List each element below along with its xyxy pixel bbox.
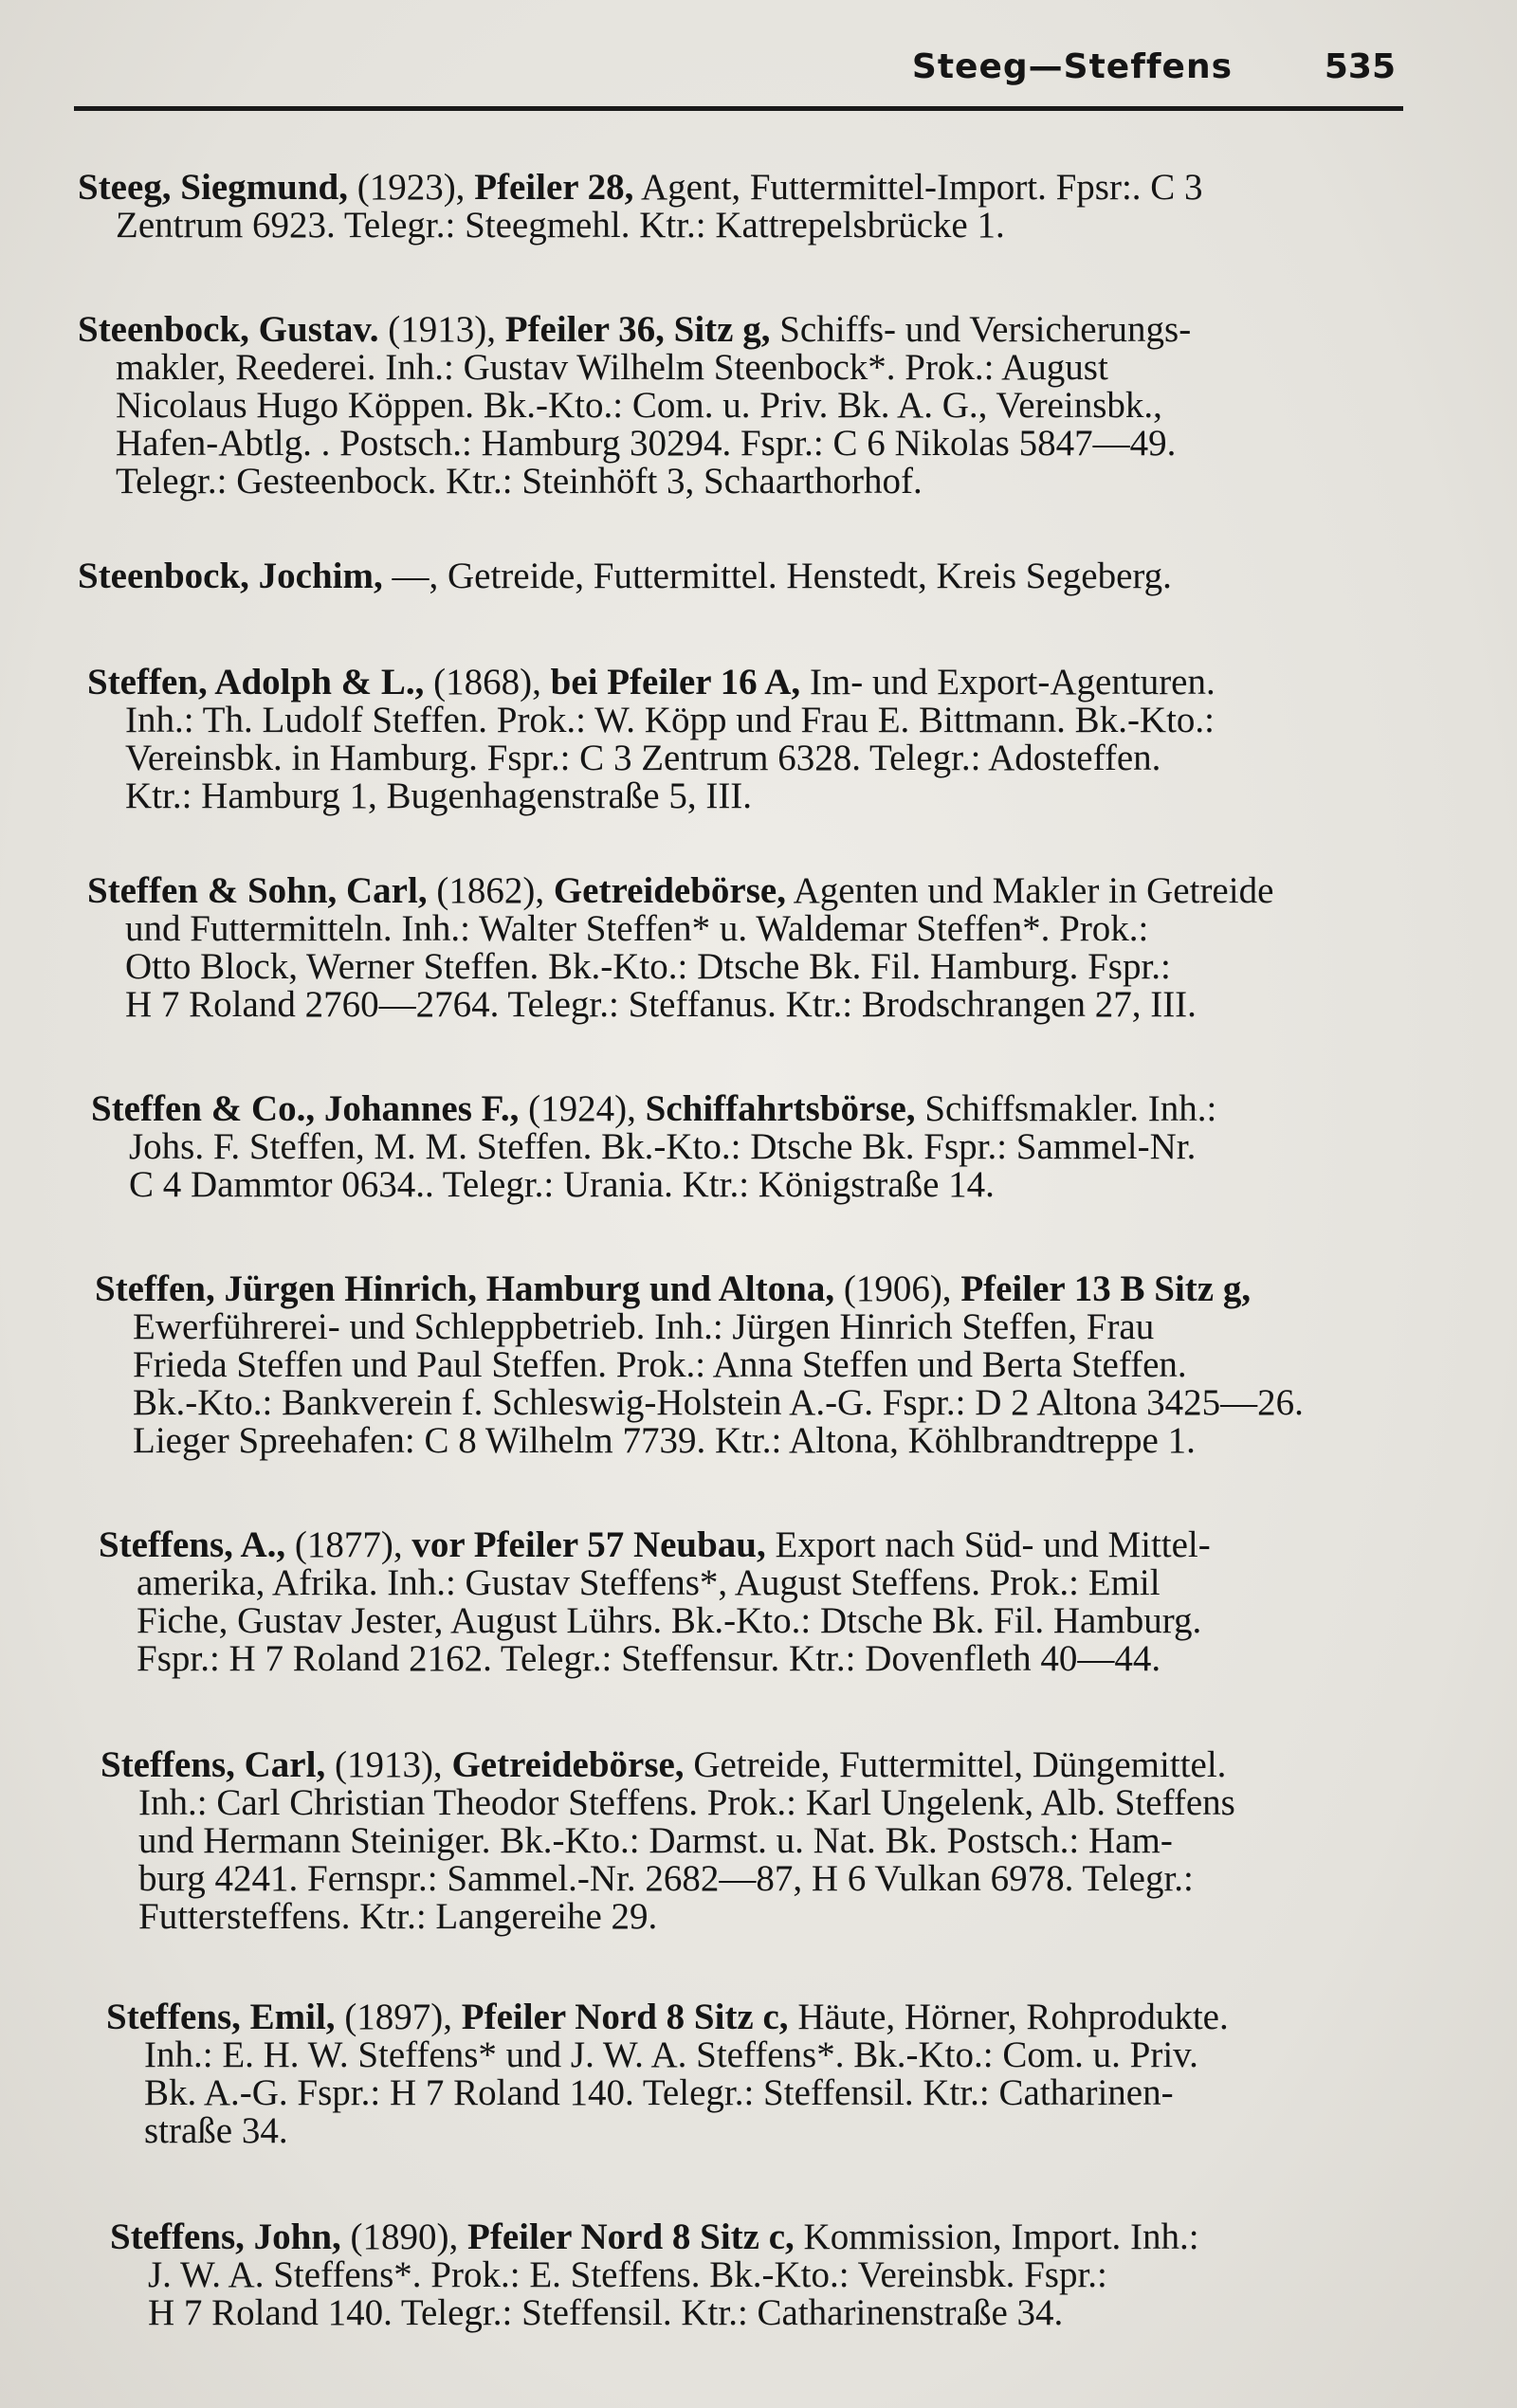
directory-entry (110, 2218, 1437, 2332)
entry-line: Inh.: Th. Ludolf Steffen. Prok.: W. Köpp und Frau E. Bittmann. Bk.-Kto.: (125, 700, 1215, 740)
entry-name: Steffens, A., (99, 1524, 286, 1565)
entry-name: Steffens, John, (110, 2216, 341, 2257)
entry-year: (1906), (843, 1268, 952, 1309)
entry-name: Steenbock, Gustav. (78, 309, 379, 350)
entry-year: —, (392, 556, 439, 596)
entry-year: (1923), (356, 167, 466, 208)
entry-first-line (95, 1270, 1426, 1308)
entry-address: Pfeiler 28, (474, 167, 634, 208)
entry-line: H 7 Roland 140. Telegr.: Steffensil. Ktr.: Catharinenstraße 34. (148, 2292, 1064, 2333)
entry-first-line (87, 872, 1422, 910)
entry-address: Schiffahrtsbörse, (645, 1088, 916, 1129)
entry-year: (1897), (344, 1997, 453, 2037)
entry-line1-rest: Agent, Futtermittel-Import. Fpsr:. C 3 (641, 167, 1203, 208)
entry-line: straße 34. (144, 2110, 288, 2151)
entry-line: makler, Reederei. Inh.: Gustav Wilhelm Steenbock*. Prok.: August (116, 347, 1108, 388)
page-number: 535 (1324, 47, 1396, 86)
entry-first-line (78, 311, 1413, 349)
directory-entry (106, 1998, 1435, 2150)
entry-year: (1913), (388, 309, 496, 350)
entry-line: Inh.: E. H. W. Steffens* und J. W. A. Steffens*. Bk.-Kto.: Com. u. Priv. (144, 2034, 1198, 2075)
entry-line1-rest: Getreide, Futtermittel, Düngemittel. (693, 1744, 1227, 1785)
entry-line: Fiche, Gustav Jester, August Lührs. Bk.-Kto.: Dtsche Bk. Fil. Hamburg. (137, 1600, 1202, 1641)
entry-name: Steffen & Sohn, Carl, (87, 870, 428, 911)
entry-line: Ewerführerei- und Schleppbetrieb. Inh.: Jürgen Hinrich Steffen, Frau (133, 1306, 1155, 1347)
entry-line: und Hermann Steiniger. Bk.-Kto.: Darmst. u. Nat. Bk. Postsch.: Ham- (138, 1820, 1173, 1861)
header-rule (74, 106, 1403, 111)
entry-line: amerika, Afrika. Inh.: Gustav Steffens*, August Steffens. Prok.: Emil (137, 1562, 1161, 1603)
entry-year: (1877), (294, 1524, 403, 1565)
directory-entry (78, 311, 1413, 501)
directory-entry (87, 872, 1422, 1024)
directory-entry (99, 1526, 1430, 1678)
page-header (74, 47, 1403, 110)
entry-first-line (101, 1746, 1432, 1784)
directory-entry (91, 1090, 1422, 1204)
entry-name: Steenbock, Jochim, (78, 556, 383, 596)
entry-year: (1924), (528, 1088, 636, 1129)
entry-first-line (106, 1998, 1435, 2036)
entry-first-line (91, 1090, 1422, 1128)
entry-line: und Futtermitteln. Inh.: Walter Steffen* u. Waldemar Steffen*. Prok.: (125, 908, 1149, 949)
entry-name: Steffen & Co., Johannes F., (91, 1088, 520, 1129)
entry-name: Steffens, Emil, (106, 1997, 336, 2037)
entry-year: (1890), (350, 2216, 459, 2257)
directory-entry (78, 557, 1413, 595)
directory-entry (78, 169, 1413, 245)
entry-line: Frieda Steffen und Paul Steffen. Prok.: Anna Steffen und Berta Steffen. (133, 1344, 1187, 1385)
entry-line: C 4 Dammtor 0634.. Telegr.: Urania. Ktr.: Königstraße 14. (129, 1164, 995, 1205)
entry-line: Bk.-Kto.: Bankverein f. Schleswig-Holstein A.-G. Fspr.: D 2 Altona 3425—26. (133, 1382, 1304, 1423)
entry-address: bei Pfeiler 16 A, (550, 662, 801, 702)
entry-first-line (87, 664, 1422, 702)
entry-address: Pfeiler 36, Sitz g, (504, 309, 771, 350)
entry-line: Lieger Spreehafen: C 8 Wilhelm 7739. Ktr.: Altona, Köhlbrandtreppe 1. (133, 1420, 1196, 1461)
entry-name: Steffens, Carl, (101, 1744, 326, 1785)
entry-first-line (78, 557, 1413, 595)
entry-first-line (99, 1526, 1430, 1564)
entry-line: Vereinsbk. in Hamburg. Fspr.: C 3 Zentrum 6328. Telegr.: Adosteffen. (125, 738, 1161, 778)
entry-address: Getreidebörse, (553, 870, 786, 911)
entry-line1-rest: Getreide, Futtermittel. Henstedt, Kreis Segeberg. (448, 556, 1172, 596)
entry-line: burg 4241. Fernspr.: Sammel.-Nr. 2682—87, H 6 Vulkan 6978. Telegr.: (138, 1858, 1194, 1899)
entry-line: H 7 Roland 2760—2764. Telegr.: Steffanus. Ktr.: Brodschrangen 27, III. (125, 984, 1197, 1025)
entry-line: Nicolaus Hugo Köppen. Bk.-Kto.: Com. u. Priv. Bk. A. G., Vereinsbk., (116, 385, 1162, 426)
entry-line1-rest: Export nach Süd- und Mittel- (775, 1524, 1211, 1565)
entry-name: Steeg, Siegmund, (78, 167, 348, 208)
entry-address: Pfeiler Nord 8 Sitz c, (461, 1997, 789, 2037)
entry-line1-rest: Schiffsmakler. Inh.: (924, 1088, 1217, 1129)
entry-address: Pfeiler 13 B Sitz g, (960, 1268, 1252, 1309)
directory-entry (95, 1270, 1426, 1460)
entry-line1-rest: Schiffs- und Versicherungs- (779, 309, 1192, 350)
entry-line1-rest: Häute, Hörner, Rohprodukte. (797, 1997, 1229, 2037)
entry-year: (1868), (433, 662, 541, 702)
entry-name: Steffen, Adolph & L., (87, 662, 425, 702)
entry-line1-rest: Im- und Export-Agenturen. (809, 662, 1215, 702)
entry-first-line (78, 169, 1413, 207)
entry-line: Otto Block, Werner Steffen. Bk.-Kto.: Dtsche Bk. Fil. Hamburg. Fspr.: (125, 946, 1171, 987)
entry-year: (1862), (436, 870, 545, 911)
entry-line: Fspr.: H 7 Roland 2162. Telegr.: Steffensur. Ktr.: Dovenfleth 40—44. (137, 1638, 1161, 1679)
entry-line: Telegr.: Gesteenbock. Ktr.: Steinhöft 3, Schaarthorhof. (116, 461, 923, 502)
entry-first-line (110, 2218, 1437, 2256)
entry-line: Ktr.: Hamburg 1, Bugenhagenstraße 5, III. (125, 775, 753, 816)
entry-line: J. W. A. Steffens*. Prok.: E. Steffens. Bk.-Kto.: Vereinsbk. Fspr.: (148, 2254, 1107, 2295)
directory-entry (87, 664, 1422, 815)
entry-line1-rest: Kommission, Import. Inh.: (803, 2216, 1199, 2257)
entry-line: Bk. A.-G. Fspr.: H 7 Roland 140. Telegr.: Steffensil. Ktr.: Catharinen- (144, 2072, 1174, 2113)
entry-line: Zentrum 6923. Telegr.: Steegmehl. Ktr.: Kattrepelsbrücke 1. (116, 205, 1005, 246)
entry-address: Getreidebörse, (451, 1744, 685, 1785)
entry-line1-rest: Agenten und Makler in Getreide (793, 870, 1274, 911)
directory-entry (101, 1746, 1432, 1936)
entry-line: Futtersteffens. Ktr.: Langereihe 29. (138, 1896, 658, 1937)
entry-address: vor Pfeiler 57 Neubau, (411, 1524, 766, 1565)
entry-line: Johs. F. Steffen, M. M. Steffen. Bk.-Kto.: Dtsche Bk. Fspr.: Sammel-Nr. (129, 1126, 1197, 1167)
running-head: Steeg—Steffens (911, 47, 1233, 86)
entry-address: Pfeiler Nord 8 Sitz c, (467, 2216, 795, 2257)
entry-year: (1913), (334, 1744, 443, 1785)
entry-line: Hafen-Abtlg. . Postsch.: Hamburg 30294. Fspr.: C 6 Nikolas 5847—49. (116, 423, 1177, 464)
entry-name: Steffen, Jürgen Hinrich, Hamburg und Altona, (95, 1268, 835, 1309)
entry-line: Inh.: Carl Christian Theodor Steffens. Prok.: Karl Ungelenk, Alb. Steffens (138, 1782, 1235, 1823)
